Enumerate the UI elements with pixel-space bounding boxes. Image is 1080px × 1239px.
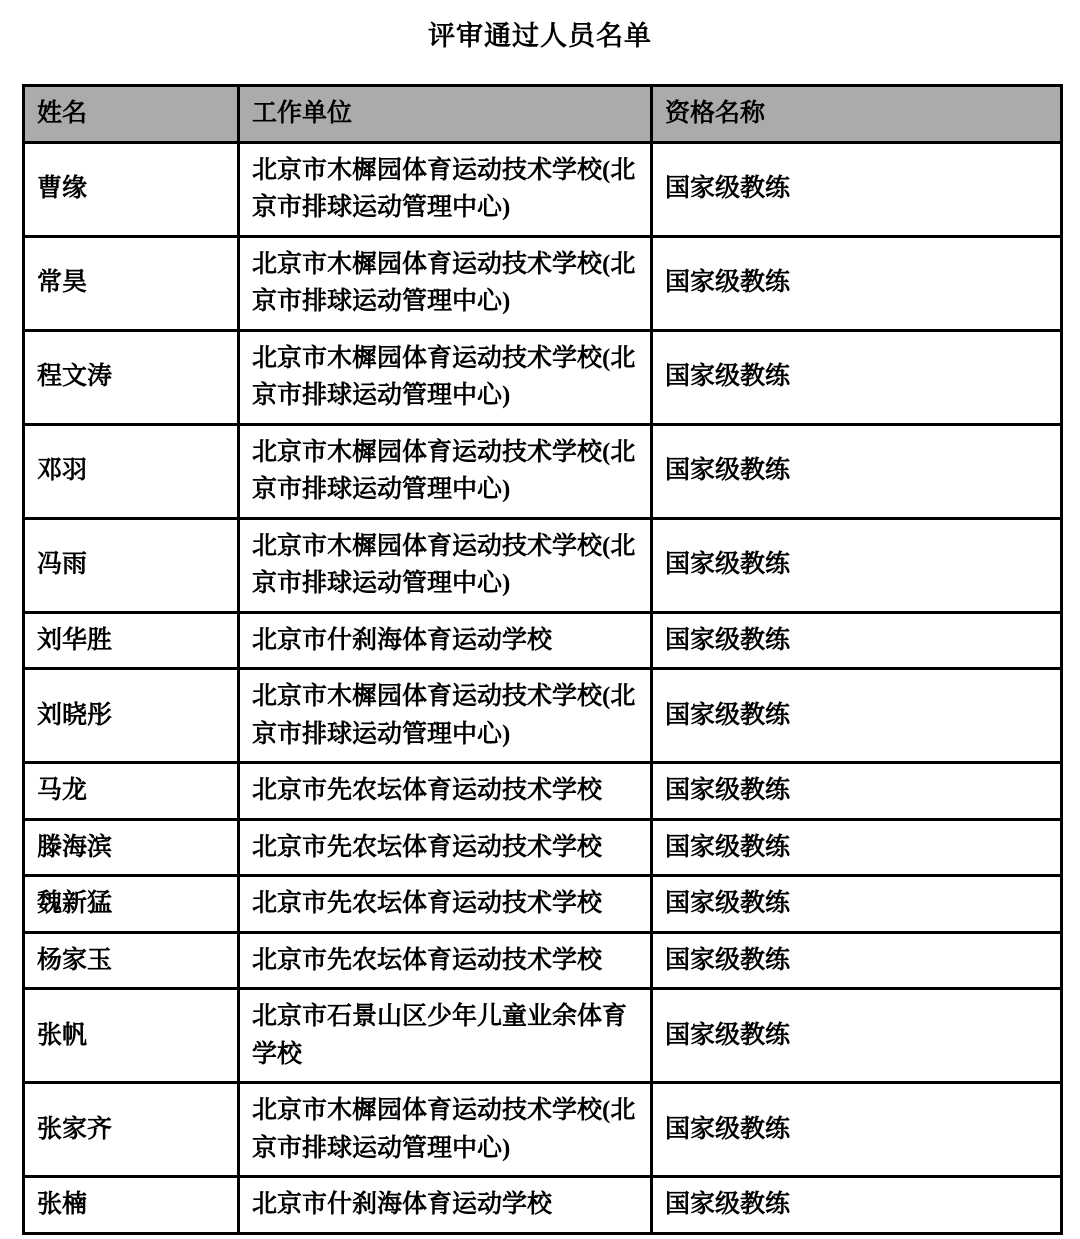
cell-name: 杨家玉	[24, 932, 239, 989]
cell-unit: 北京市先农坛体育运动技术学校	[239, 819, 652, 876]
page-title: 评审通过人员名单	[428, 21, 652, 51]
cell-qualification: 国家级教练	[652, 424, 1062, 518]
table-row	[24, 763, 1062, 820]
cell-unit: 北京市木樨园体育运动技术学校(北京市排球运动管理中心)	[239, 1083, 652, 1177]
table-row	[24, 1177, 1062, 1234]
cell-unit: 北京市木樨园体育运动技术学校(北京市排球运动管理中心)	[239, 518, 652, 612]
cell-qualification: 国家级教练	[652, 763, 1062, 820]
cell-unit: 北京市先农坛体育运动技术学校	[239, 876, 652, 933]
cell-name: 程文涛	[24, 330, 239, 424]
cell-qualification: 国家级教练	[652, 989, 1062, 1083]
cell-name: 邓羽	[24, 424, 239, 518]
roster-table	[22, 84, 1063, 1235]
cell-name: 魏新猛	[24, 876, 239, 933]
cell-qualification: 国家级教练	[652, 669, 1062, 763]
cell-name: 刘华胜	[24, 612, 239, 669]
cell-unit: 北京市先农坛体育运动技术学校	[239, 932, 652, 989]
cell-unit: 北京市什刹海体育运动学校	[239, 612, 652, 669]
cell-qualification: 国家级教练	[652, 1177, 1062, 1234]
cell-qualification: 国家级教练	[652, 330, 1062, 424]
cell-unit: 北京市先农坛体育运动技术学校	[239, 763, 652, 820]
cell-unit: 北京市木樨园体育运动技术学校(北京市排球运动管理中心)	[239, 142, 652, 236]
table-row	[24, 669, 1062, 763]
table-row	[24, 932, 1062, 989]
table-row	[24, 142, 1062, 236]
table-row	[24, 424, 1062, 518]
cell-qualification: 国家级教练	[652, 236, 1062, 330]
table-row	[24, 989, 1062, 1083]
cell-unit: 北京市木樨园体育运动技术学校(北京市排球运动管理中心)	[239, 669, 652, 763]
cell-qualification: 国家级教练	[652, 612, 1062, 669]
table-row	[24, 819, 1062, 876]
cell-qualification: 国家级教练	[652, 142, 1062, 236]
table-row	[24, 518, 1062, 612]
cell-name: 张家齐	[24, 1083, 239, 1177]
table-body	[24, 142, 1062, 1233]
cell-unit: 北京市木樨园体育运动技术学校(北京市排球运动管理中心)	[239, 236, 652, 330]
cell-name: 曹缘	[24, 142, 239, 236]
cell-name: 滕海滨	[24, 819, 239, 876]
cell-qualification: 国家级教练	[652, 518, 1062, 612]
cell-name: 张楠	[24, 1177, 239, 1234]
cell-unit: 北京市木樨园体育运动技术学校(北京市排球运动管理中心)	[239, 330, 652, 424]
cell-unit: 北京市木樨园体育运动技术学校(北京市排球运动管理中心)	[239, 424, 652, 518]
cell-qualification: 国家级教练	[652, 1083, 1062, 1177]
table-row	[24, 612, 1062, 669]
table-header	[24, 86, 1062, 143]
cell-unit: 北京市什刹海体育运动学校	[239, 1177, 652, 1234]
table-row	[24, 1083, 1062, 1177]
cell-name: 冯雨	[24, 518, 239, 612]
column-header-qualification: 资格名称	[652, 86, 1062, 143]
cell-name: 刘晓彤	[24, 669, 239, 763]
table-row	[24, 876, 1062, 933]
column-header-unit: 工作单位	[239, 86, 652, 143]
cell-unit: 北京市石景山区少年儿童业余体育学校	[239, 989, 652, 1083]
cell-name: 常昊	[24, 236, 239, 330]
table-row	[24, 236, 1062, 330]
cell-qualification: 国家级教练	[652, 876, 1062, 933]
column-header-name: 姓名	[24, 86, 239, 143]
cell-name: 张帆	[24, 989, 239, 1083]
cell-qualification: 国家级教练	[652, 819, 1062, 876]
header-row	[24, 86, 1062, 143]
table-row	[24, 330, 1062, 424]
cell-name: 马龙	[24, 763, 239, 820]
cell-qualification: 国家级教练	[652, 932, 1062, 989]
